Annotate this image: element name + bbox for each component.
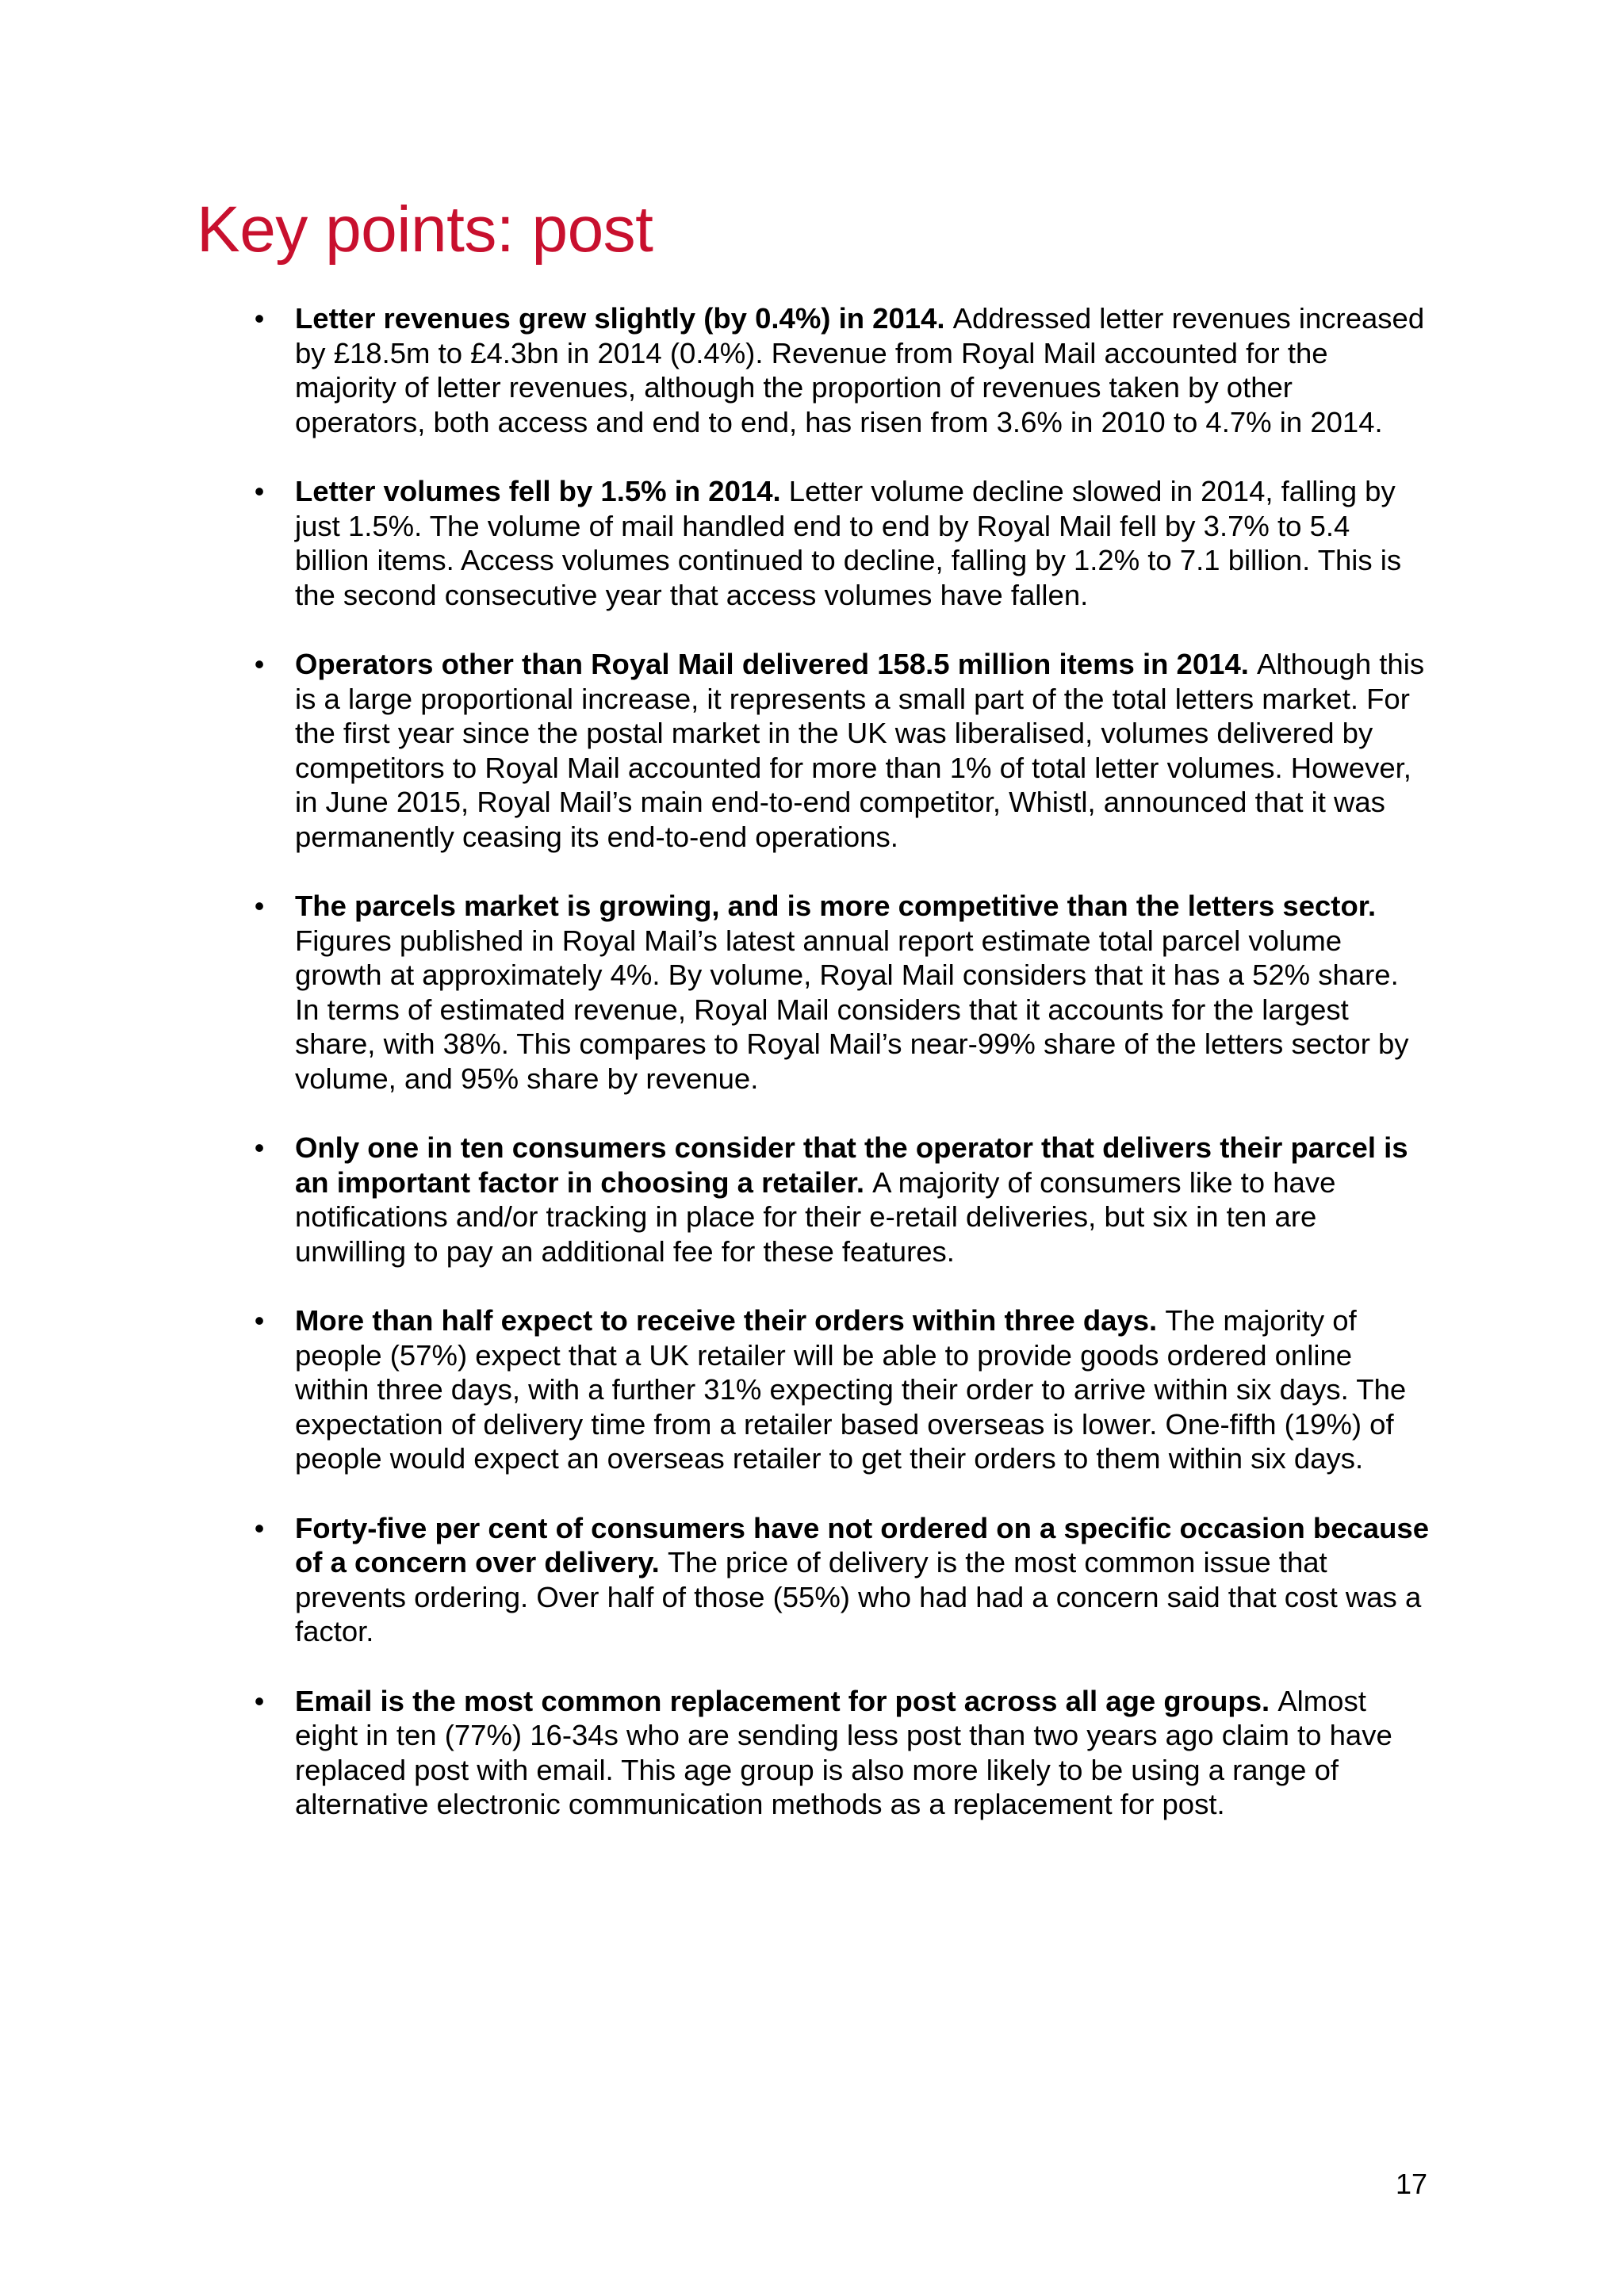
key-point-body: The price of delivery is the most common issue that prevents ordering. Over half of those (55%) who had had a concern said that cost was a factor.	[295, 1546, 1422, 1647]
key-point-lead: Email is the most common replacement for post across all age groups.	[295, 1684, 1278, 1717]
key-point-body: Although this is a large proportional increase, it represents a small part of the total letters market. For the first year since the postal market in the UK was liberalised, volumes delivered by competitors to Royal Mail accounted for more than 1% of total letter volumes. However, in June 2015, Royal Mail’s main end-to-end competitor, Whistl, announced that it was permanently ceasing its end-to-end operations.	[295, 648, 1425, 853]
key-point-body: Almost eight in ten (77%) 16-34s who are sending less post than two years ago claim to have replaced post with email. This age group is also more likely to be using a range of alternative electronic communication methods as a replacement for post.	[295, 1684, 1392, 1820]
key-point-body: Letter volume decline slowed in 2014, falling by just 1.5%. The volume of mail handled end to end by Royal Mail fell by 3.7% to 5.4 billion items. Access volumes continued to decline, falling by 1.2% to 7.1 billion. This is the second consecutive year that access volumes have fallen.	[295, 475, 1402, 611]
key-point-lead: Operators other than Royal Mail delivered 158.5 million items in 2014.	[295, 648, 1258, 680]
page-number: 17	[1395, 2168, 1427, 2200]
bullet-icon: •	[254, 1304, 265, 1337]
bullet-icon: •	[254, 302, 265, 335]
key-point-item	[254, 474, 1429, 612]
bullet-icon: •	[254, 648, 265, 680]
key-point-body: Addressed letter revenues increased by £18.5m to £4.3bn in 2014 (0.4%). Revenue from Royal Mail accounted for the majority of letter revenues, although the proportion of revenues taken by other operators, both access and end to end, has risen from 3.6% in 2010 to 4.7% in 2014.	[295, 302, 1425, 438]
key-point-lead: Forty-five per cent of consumers have not ordered on a specific occasion because of a concern over delivery.	[295, 1511, 1430, 1578]
key-point-body: Figures published in Royal Mail’s latest annual report estimate total parcel volume growth at approximately 4%. By volume, Royal Mail considers that it has a 52% share. In terms of estimated revenue, Royal Mail considers that it accounts for the largest share, with 38%. This compares to Royal Mail’s near-99% share of the letters sector by volume, and 95% share by revenue.	[295, 924, 1409, 1095]
bullet-icon: •	[254, 1684, 265, 1717]
key-point-item	[254, 1131, 1429, 1269]
key-points-list	[254, 301, 1430, 1857]
key-point-body: A majority of consumers like to have notifications and/or tracking in place for their e-retail deliveries, but six in ten are unwilling to pay an additional fee for these features.	[295, 1165, 1336, 1268]
key-point-lead: Letter revenues grew slightly (by 0.4%) in 2014.	[295, 302, 953, 335]
key-point-item	[254, 889, 1429, 1096]
key-point-lead: Only one in ten consumers consider that the operator that delivers their parcel is an important factor in choosing a retailer.	[295, 1131, 1408, 1199]
key-point-body: The majority of people (57%) expect that a UK retailer will be able to provide goods ordered online within three days, with a further 31% expecting their order to arrive within six days. The expectation of delivery time from a retailer based overseas is lower. One-fifth (19%) of people would expect an overseas retailer to get their orders to them within six days.	[295, 1304, 1407, 1475]
bullet-icon: •	[254, 1511, 265, 1544]
key-point-lead: The parcels market is growing, and is more competitive than the letters sector.	[295, 890, 1377, 922]
bullet-icon: •	[254, 475, 265, 507]
page-title: Key points: post	[197, 193, 653, 266]
key-point-item	[254, 647, 1429, 854]
bullet-icon: •	[254, 890, 265, 922]
key-point-item	[254, 1511, 1430, 1649]
key-point-lead: More than half expect to receive their orders within three days.	[295, 1304, 1166, 1337]
key-point-item	[254, 301, 1429, 439]
key-point-lead: Letter volumes fell by 1.5% in 2014.	[295, 475, 789, 507]
key-point-item	[254, 1684, 1429, 1822]
bullet-icon: •	[254, 1131, 265, 1164]
key-point-item	[254, 1303, 1429, 1476]
